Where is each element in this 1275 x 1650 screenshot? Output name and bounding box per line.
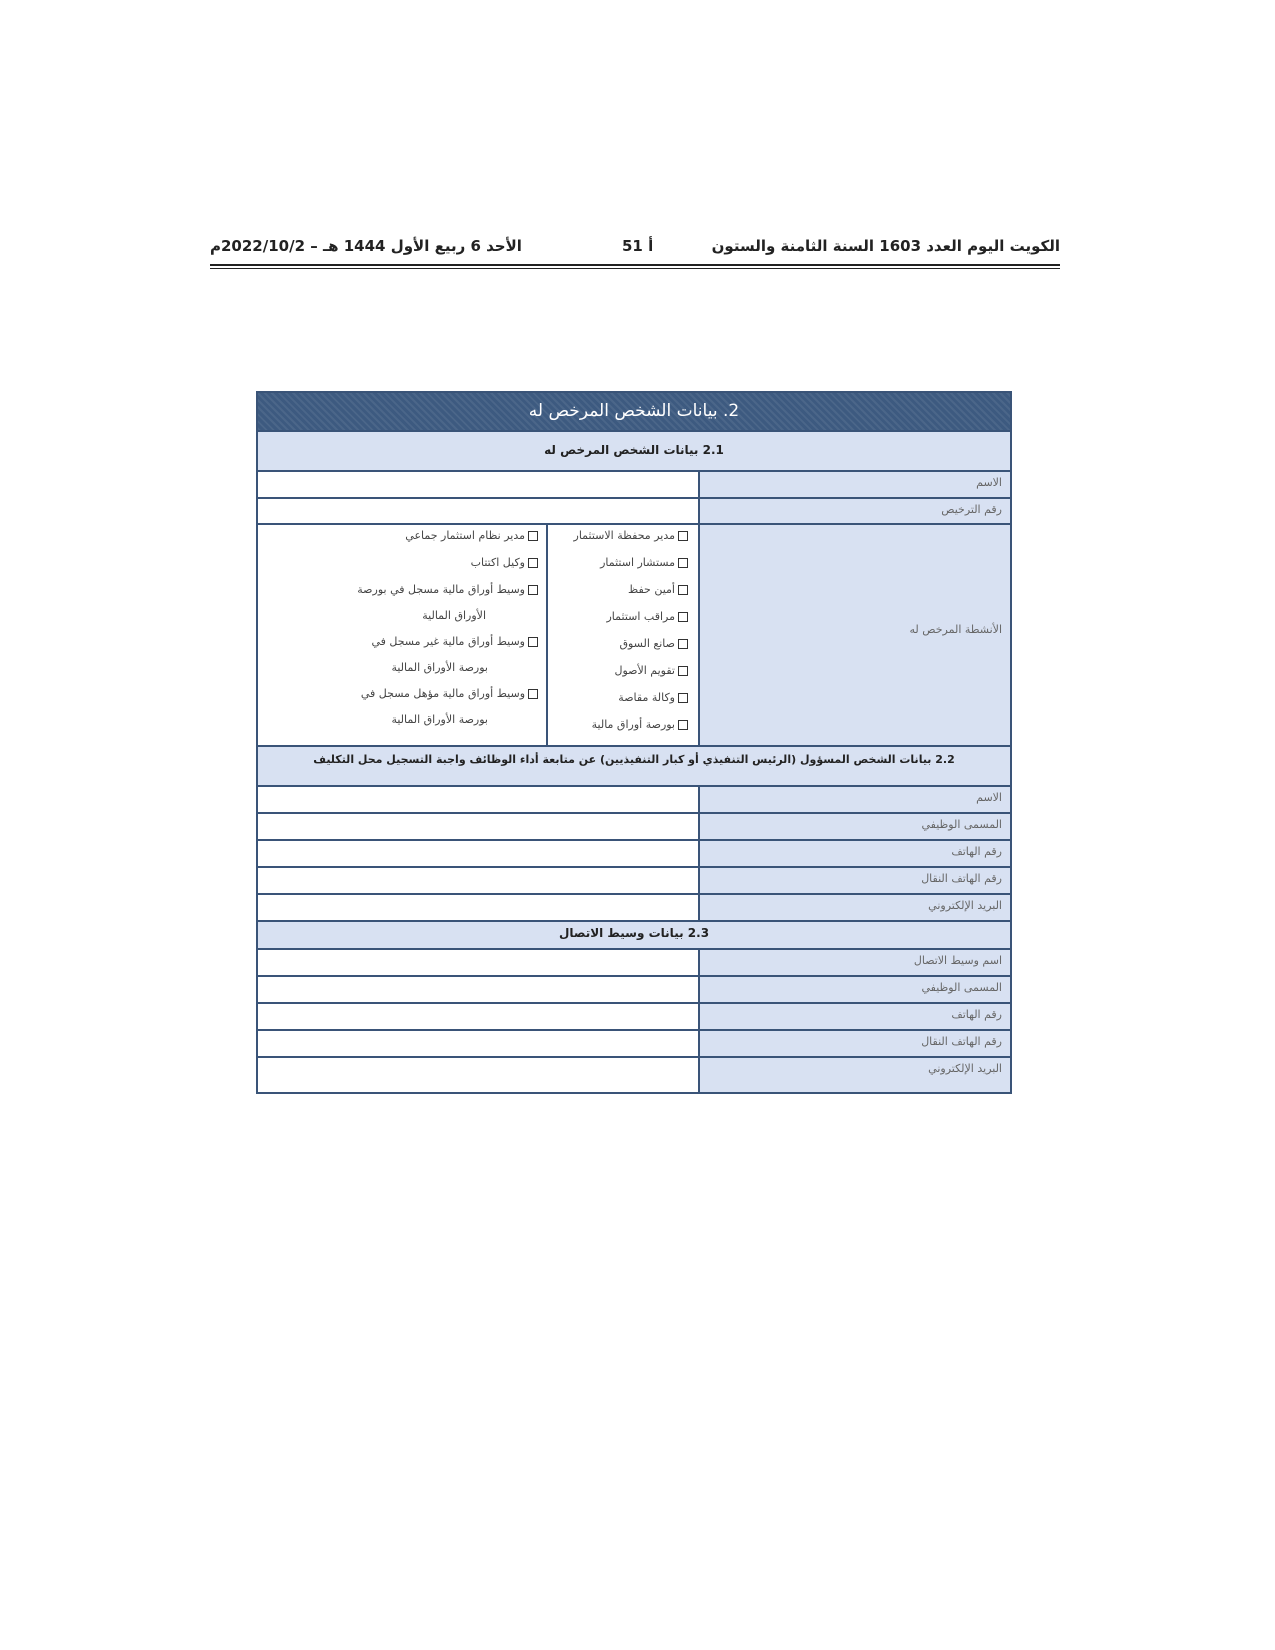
checkbox-icon[interactable] (528, 689, 538, 699)
checkbox-icon[interactable] (678, 612, 688, 622)
s3-email-field[interactable] (258, 1058, 696, 1092)
license-row (258, 497, 1010, 525)
section-2-1-heading: 2.1 بيانات الشخص المرخص له (258, 430, 1010, 470)
activity-registered-broker-cont: الأوراق المالية (422, 609, 486, 622)
s3-row (258, 1029, 1010, 1057)
licensed-activities-row (258, 523, 1010, 745)
s2-mobile-field[interactable] (258, 868, 696, 894)
checkbox-icon[interactable] (678, 639, 688, 649)
s3-email-label: البريد الإلكتروني (698, 1058, 1010, 1092)
name-field[interactable] (258, 472, 696, 498)
license-number-field[interactable] (258, 499, 696, 525)
activity-securities-exchange[interactable]: بورصة أوراق مالية (592, 718, 688, 731)
s2-phone-label: رقم الهاتف (698, 841, 1010, 867)
page-header (210, 234, 1060, 258)
s2-name-field[interactable] (258, 787, 696, 813)
s3-row (258, 1002, 1010, 1030)
s3-phone-label: رقم الهاتف (698, 1004, 1010, 1030)
licensed-activities-label: الأنشطة المرخص له (698, 525, 1010, 745)
s3-contact-name-field[interactable] (258, 950, 696, 976)
s2-row (258, 812, 1010, 840)
activity-portfolio-manager[interactable]: مدير محفظة الاستثمار (574, 529, 688, 542)
activities-column-b (258, 525, 546, 745)
name-row (258, 470, 1010, 498)
gazette-issue: الكويت اليوم العدد 1603 السنة الثامنة والستون (711, 237, 1060, 255)
name-label: الاسم (698, 472, 1010, 498)
activity-investment-controller[interactable]: مراقب استثمار (606, 610, 688, 623)
activity-custodian[interactable]: أمين حفظ (628, 583, 688, 596)
checkbox-icon[interactable] (678, 585, 688, 595)
activity-market-maker[interactable]: صانع السوق (619, 637, 688, 650)
form-title: 2. بيانات الشخص المرخص له (258, 393, 1010, 430)
header-rule-thin (210, 268, 1060, 269)
s3-job-title-label: المسمى الوظيفي (698, 977, 1010, 1003)
page-number: أ 51 (622, 237, 654, 255)
activity-investment-advisor[interactable]: مستشار استثمار (600, 556, 688, 569)
s3-job-title-field[interactable] (258, 977, 696, 1003)
s3-row (258, 1056, 1010, 1092)
activity-qualified-broker[interactable]: وسيط أوراق مالية مؤهل مسجل في (361, 687, 538, 700)
activity-clearing-agency[interactable]: وكالة مقاصة (618, 691, 688, 704)
s2-name-label: الاسم (698, 787, 1010, 813)
activity-unregistered-broker[interactable]: وسيط أوراق مالية غير مسجل في (371, 635, 538, 648)
activity-qualified-broker-cont: بورصة الأوراق المالية (391, 713, 488, 726)
checkbox-icon[interactable] (528, 558, 538, 568)
checkbox-icon[interactable] (528, 585, 538, 595)
activity-asset-valuation[interactable]: تقويم الأصول (614, 664, 688, 677)
s3-row (258, 948, 1010, 976)
s2-mobile-label: رقم الهاتف النقال (698, 868, 1010, 894)
license-number-label: رقم الترخيص (698, 499, 1010, 525)
licensed-person-form (256, 391, 1012, 1094)
s2-row (258, 839, 1010, 867)
activity-registered-broker[interactable]: وسيط أوراق مالية مسجل في بورصة (357, 583, 538, 596)
s3-mobile-label: رقم الهاتف النقال (698, 1031, 1010, 1057)
checkbox-icon[interactable] (678, 558, 688, 568)
activity-unregistered-broker-cont: بورصة الأوراق المالية (391, 661, 488, 674)
s2-row (258, 785, 1010, 813)
s3-phone-field[interactable] (258, 1004, 696, 1030)
checkbox-icon[interactable] (528, 531, 538, 541)
header-rule (210, 264, 1060, 266)
activities-column-a (546, 525, 696, 745)
s3-mobile-field[interactable] (258, 1031, 696, 1057)
checkbox-icon[interactable] (678, 720, 688, 730)
activity-underwriter[interactable]: وكيل اكتتاب (471, 556, 538, 569)
s2-email-field[interactable] (258, 895, 696, 921)
section-2-3-heading: 2.3 بيانات وسيط الاتصال (258, 920, 1010, 948)
checkbox-icon[interactable] (678, 666, 688, 676)
s2-phone-field[interactable] (258, 841, 696, 867)
s2-email-label: البريد الإلكتروني (698, 895, 1010, 921)
checkbox-icon[interactable] (678, 531, 688, 541)
checkbox-icon[interactable] (678, 693, 688, 703)
checkbox-icon[interactable] (528, 637, 538, 647)
activity-cis-manager[interactable]: مدير نظام استثمار جماعي (405, 529, 538, 542)
s3-row (258, 975, 1010, 1003)
issue-date: الأحد 6 ربيع الأول 1444 هـ – 2022/10/2م (210, 237, 522, 255)
s3-contact-name-label: اسم وسيط الاتصال (698, 950, 1010, 976)
s2-row (258, 893, 1010, 921)
s2-job-title-label: المسمى الوظيفي (698, 814, 1010, 840)
s2-row (258, 866, 1010, 894)
section-2-2-heading: 2.2 بيانات الشخص المسؤول (الرئيس التنفيذي أو كبار التنفيذيين) عن متابعة أداء الوظائف واجبة التسجيل محل التكليف (258, 745, 1010, 785)
s2-job-title-field[interactable] (258, 814, 696, 840)
